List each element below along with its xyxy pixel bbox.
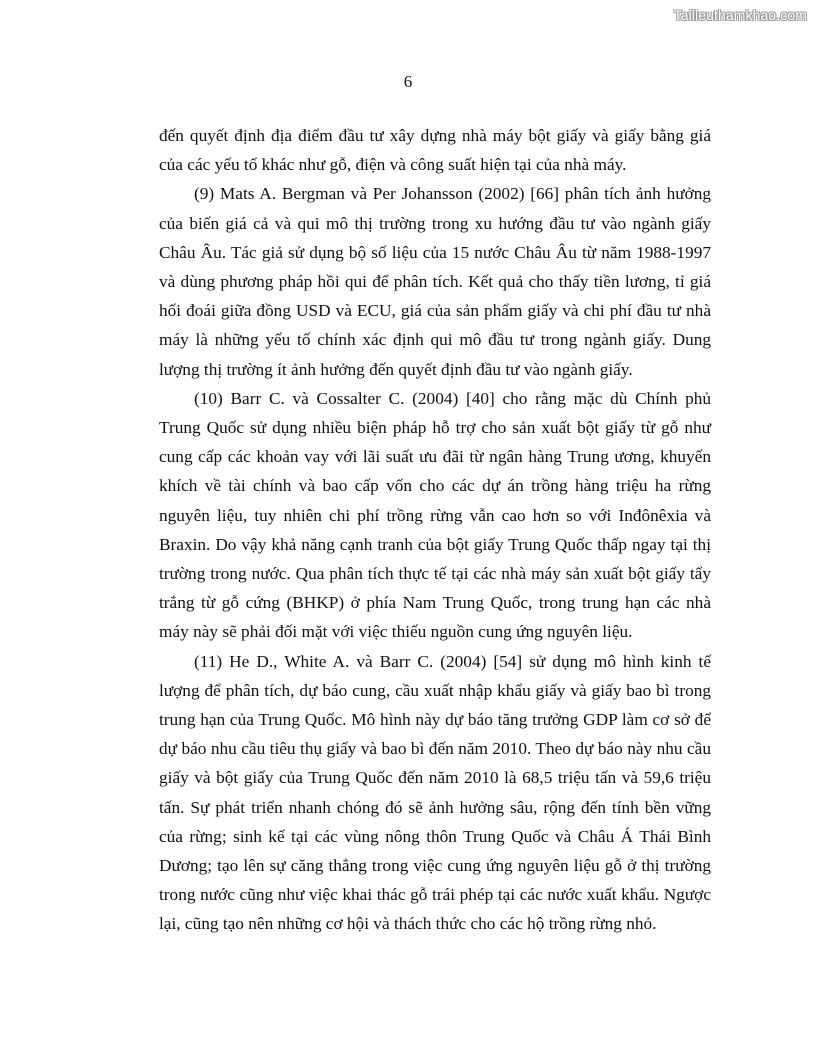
paragraph-item-9: (9) Mats A. Bergman và Per Johansson (2002) [66] phân tích ảnh hưởng của biến giá cả và qui mô thị trường trong xu hướng đầu tư vào ngành giấy Châu Âu. Tác giả sử dụng bộ số liệu của 15 nước Châu Âu từ năm 1988-1997 và dùng phương pháp hồi qui để phân tích. Kết quả cho thấy tiền lương, tỉ giá hối đoái giữa đồng USD và ECU, giá của sản phẩm giấy và chi phí đầu tư nhà máy là những yếu tố chính xác định qui mô đầu tư trong ngành giấy. Dung lượng thị trường ít ảnh hưởng đến quyết định đầu tư vào ngành giấy. <box>159 184 711 379</box>
watermark-text: Tailieuthamkhao.com <box>673 7 807 23</box>
paragraph-item-10: (10) Barr C. và Cossalter C. (2004) [40] cho rằng mặc dù Chính phủ Trung Quốc sử dụng nhiều biện pháp hỗ trợ cho sản xuất bột giấy từ gỗ như cung cấp các khoản vay với lãi suất ưu đãi từ ngân hàng Trung ương, khuyến khích về tài chính và bao cấp vốn cho các dự án trồng hàng triệu ha rừng nguyên liệu, tuy nhiên chi phí trồng rừng vẫn cao hơn so với Inđônêxia và Braxin. Do vậy khả năng cạnh tranh của bột giấy Trung Quốc thấp ngay tại thị trường trong nước. Qua phân tích thực tế tại các nhà máy sản xuất bột giấy tẩy trắng từ gỗ cứng (BHKP) ở phía Nam Trung Quốc, trong trung hạn các nhà máy này sẽ phải đối mặt với việc thiếu nguồn cung ứng nguyên liệu. <box>159 388 711 642</box>
page-number: 6 <box>403 72 413 91</box>
document-body <box>159 121 711 939</box>
paragraph-continuation: đến quyết định địa điểm đầu tư xây dựng nhà máy bột giấy và giấy bằng giá của các yếu tố khác như gỗ, điện và công suất hiện tại của nhà máy. <box>159 126 711 175</box>
paragraph-item-11: (11) He D., White A. và Barr C. (2004) [54] sử dụng mô hình kinh tế lượng để phân tích, dự báo cung, cầu xuất nhập khẩu giấy và giấy bao bì trong trung hạn của Trung Quốc. Mô hình này dự báo tăng trưởng GDP làm cơ sở để dự báo nhu cầu tiêu thụ giấy và bao bì đến năm 2010. Theo dự báo này nhu cầu giấy và bột giấy của Trung Quốc đến năm 2010 là 68,5 triệu tấn và 59,6 triệu tấn. Sự phát triển nhanh chóng đó sẽ ảnh hưởng sâu, rộng đến tính bền vững của rừng; sinh kế tại các vùng nông thôn Trung Quốc và Châu Á Thái Bình Dương; tạo lên sự căng thẳng trong việc cung ứng nguyên liệu gỗ ở thị trường trong nước cũng như việc khai thác gỗ trái phép tại các nước xuất khẩu. Ngược lại, cũng tạo nên những cơ hội và thách thức cho các hộ trồng rừng nhỏ. <box>159 651 711 934</box>
